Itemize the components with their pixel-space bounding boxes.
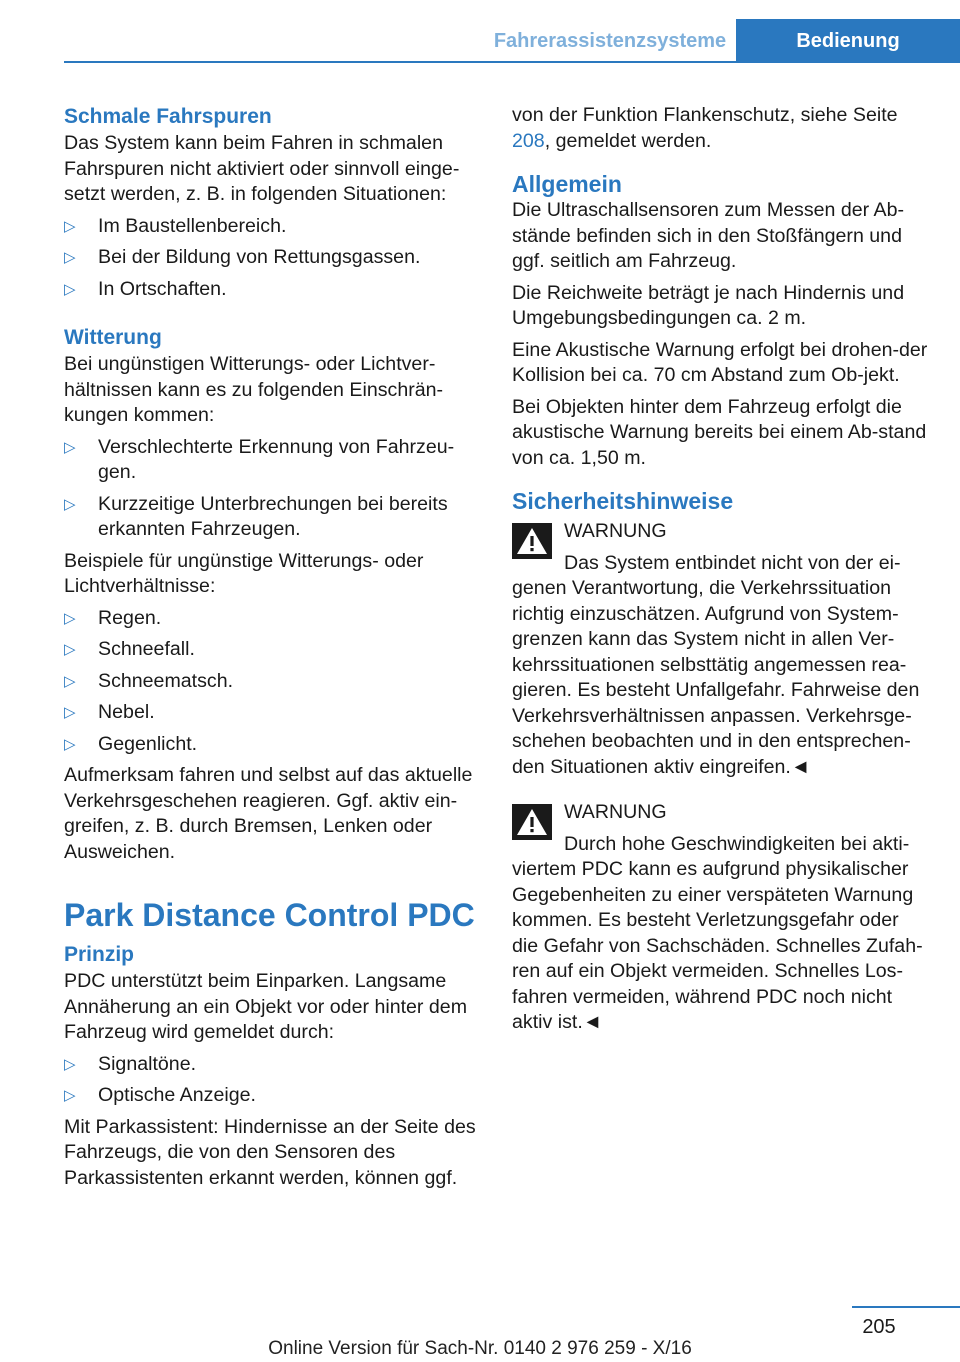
triangle-right-icon: ▷ (64, 735, 76, 753)
list-item: ▷ Regen. (64, 606, 482, 632)
list-item: ▷ Nebel. (64, 700, 482, 726)
triangle-right-icon: ▷ (64, 1055, 76, 1073)
general-paragraph: Die Ultraschallsensoren zum Messen der Ab-stände befinden sich in den Stoßfängern und ggf. seitlich am Fahrzeug. (512, 199, 905, 272)
warning-text: genen Verantwortung, die Verkehrssituation richtig einzuschätzen. Aufgrund von System-grenzen kann das System nicht in allen Ver-kehrssituationen selbsttätig angemessen rea-gieren. Es besteht Unfallgefahr. Fahrweise den Verkehrsverhältnissen anpassen. Verkehrsge-schehen beobachten und in den entsprechen-den Situationen aktiv eingreifen.◄ (512, 577, 920, 778)
examples-text: Beispiele für ungünstige Witterungs- oder Lichtverhältnisse: (64, 549, 424, 597)
section-title-principle: Prinzip (64, 943, 135, 966)
list-item: ▷ In Ortschaften. (64, 277, 482, 303)
warning-text: viertem PDC kann es aufgrund physikalischer Gegebenheiten zu einer verspäteten Warnung kommen. Es besteht Verletzungsgefahr oder die Gefahr von Sachschäden. Schnelles Zufah-ren auf ein Objekt vermeiden. Schnelles Los-fahren vermeiden, während PDC noch nicht aktiv ist.◄ (512, 858, 923, 1033)
header-section-title: Fahrerassistenzsysteme (493, 30, 727, 52)
continuation-text: von der Funktion Flankenschutz, siehe Seite 208, gemeldet werden. (512, 104, 898, 152)
triangle-right-icon: ▷ (64, 1087, 76, 1104)
header-tab: Bedienung (736, 19, 960, 63)
list-item: ▷ Signaltöne. (64, 1052, 482, 1078)
warning-text-first-line: Durch hohe Geschwindigkeiten bei akti- (564, 832, 910, 855)
general-paragraph: Eine Akustische Warnung erfolgt bei drohen-der Kollision bei ca. 70 cm Abstand zum Ob-jekt. (512, 338, 928, 386)
list-item: ▷ Kurzzeitige Unterbrechungen bei bereits erkannten Fahrzeugen. (64, 492, 448, 540)
examples-list (64, 606, 482, 758)
triangle-right-icon: ▷ (64, 280, 76, 298)
triangle-right-icon: ▷ (64, 672, 76, 690)
warning-triangle-icon (512, 523, 552, 559)
warning-title: WARNUNG (564, 801, 667, 823)
section-title-weather: Witterung (64, 326, 162, 349)
narrow-lanes-text: Das System kann beim Fahren in schmalen Fahrspuren nicht aktiviert oder sinnvoll einge-setzt werden, z. B. in folgenden Situationen: (64, 132, 460, 205)
warning-text-first-line: Das System entbindet nicht von der ei- (564, 551, 901, 574)
warning-block (512, 519, 930, 780)
principle-text: PDC unterstützt beim Einparken. Langsame Annäherung an ein Objekt vor oder hinter dem Fahrzeug wird gemeldet durch: (64, 970, 468, 1043)
triangle-right-icon: ▷ (64, 609, 76, 627)
triangle-right-icon: ▷ (64, 249, 76, 266)
page-number: 205 (862, 1316, 896, 1338)
section-title-safety: Sicherheitshinweise (512, 488, 734, 514)
principle-list (64, 1052, 482, 1109)
chapter-title-pdc: Park Distance Control PDC (64, 897, 475, 933)
list-item: ▷ Schneefall. (64, 637, 482, 663)
right-column (512, 103, 930, 1036)
section-title-narrow-lanes: Schmale Fahrspuren (64, 105, 272, 128)
weather-list (64, 435, 482, 543)
triangle-right-icon: ▷ (64, 438, 76, 456)
list-item: ▷ Im Baustellenbereich. (64, 214, 482, 240)
footer-version: Online Version für Sach-Nr. 0140 2 976 259 - X/16 (268, 1338, 692, 1359)
general-paragraph: Die Reichweite beträgt je nach Hindernis und Umgebungsbedingungen ca. 2 m. (512, 281, 905, 329)
list-item: ▷ Optische Anzeige. (64, 1083, 482, 1109)
attention-text: Aufmerksam fahren und selbst auf das aktuelle Verkehrsgeschehen reagieren. Ggf. aktiv ein-greifen, z. B. durch Bremsen, Lenken oder Ausweichen. (64, 764, 473, 863)
page-number-rule (852, 1306, 960, 1308)
triangle-right-icon: ▷ (64, 704, 76, 721)
left-column (64, 103, 482, 1191)
warning-block (512, 800, 930, 1036)
list-item: ▷ Schneematsch. (64, 669, 482, 695)
list-item: ▷ Verschlechterte Erkennung von Fahrzeu-gen. (64, 435, 455, 483)
parking-assistant-text: Mit Parkassistent: Hindernisse an der Seite des Fahrzeugs, die von den Sensoren des Parkassistenten erkannt werden, können ggf. (64, 1115, 476, 1189)
narrow-lanes-list (64, 214, 482, 303)
weather-text: Bei ungünstigen Witterungs- oder Lichtver-hältnissen kann es zu folgenden Einschrän-kungen kommen: (64, 353, 444, 426)
triangle-right-icon: ▷ (64, 495, 76, 513)
page-reference-link[interactable]: 208 (512, 129, 545, 152)
section-title-general: Allgemein (512, 171, 622, 197)
warning-triangle-icon (512, 804, 552, 840)
list-item: ▷ Gegenlicht. (64, 732, 482, 758)
list-item: ▷ Bei der Bildung von Rettungsgassen. (64, 245, 482, 271)
triangle-right-icon: ▷ (64, 217, 76, 235)
triangle-right-icon: ▷ (64, 641, 76, 658)
warning-title: WARNUNG (564, 520, 667, 542)
general-paragraph: Bei Objekten hinter dem Fahrzeug erfolgt die akustische Warnung bereits bei einem Ab-stand von ca. 1,50 m. (512, 395, 927, 469)
